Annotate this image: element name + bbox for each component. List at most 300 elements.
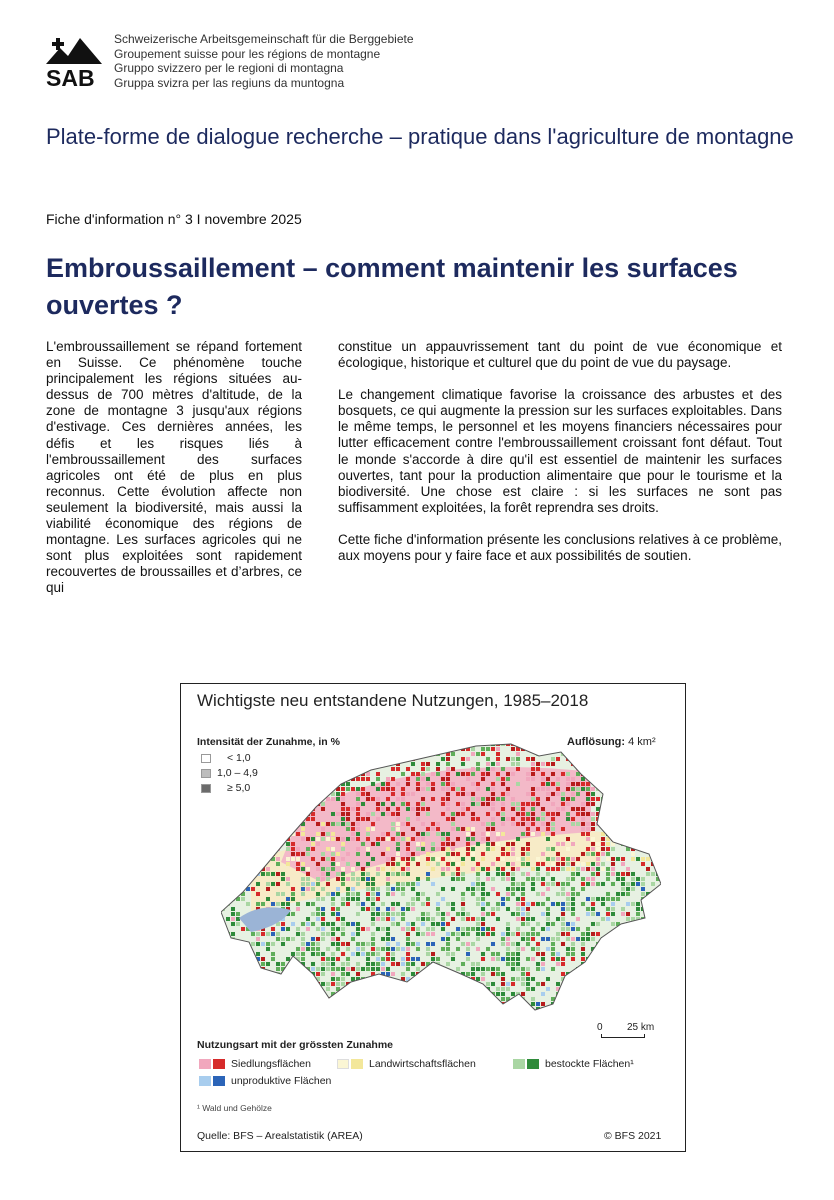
map-cell [496,987,500,991]
map-cell [336,757,340,761]
map-cell [491,887,495,891]
map-cell [296,832,300,836]
map-cell [411,772,415,776]
map-cell [336,892,340,896]
map-cell [526,812,530,816]
map-cell [651,992,655,996]
map-cell [346,897,350,901]
map-cell [586,812,590,816]
map-cell [301,992,305,996]
map-cell [336,777,340,781]
map-cell [596,987,600,991]
map-cell [566,862,570,866]
map-cell [456,997,460,1001]
map-cell [516,742,520,746]
map-cell [576,807,580,811]
map-cell [616,972,620,976]
map-cell [256,752,260,756]
map-cell [546,1007,550,1011]
map-cell [266,932,270,936]
map-cell [626,912,630,916]
map-cell [406,747,410,751]
map-cell [621,872,625,876]
map-cell [501,992,505,996]
map-cell [306,947,310,951]
map-cell [571,1007,575,1011]
map-cell [346,822,350,826]
map-cell [376,807,380,811]
map-cell [646,937,650,941]
map-cell [446,832,450,836]
map-cell [586,752,590,756]
map-cell [626,972,630,976]
map-cell [486,927,490,931]
map-cell [331,927,335,931]
map-cell [546,882,550,886]
map-cell [246,757,250,761]
map-cell [521,857,525,861]
map-cell [391,937,395,941]
map-cell [511,867,515,871]
map-cell [326,837,330,841]
map-cell [656,992,660,996]
map-cell [646,942,650,946]
map-cell [396,782,400,786]
map-cell [456,927,460,931]
map-cell [591,852,595,856]
map-cell [631,752,635,756]
map-cell [516,837,520,841]
map-cell [656,987,660,991]
map-cell [561,902,565,906]
map-cell [416,862,420,866]
map-cell [316,882,320,886]
map-cell [526,907,530,911]
map-cell [231,852,235,856]
map-cell [636,857,640,861]
map-cell [646,857,650,861]
map-cell [481,772,485,776]
map-cell [511,772,515,776]
map-cell [276,937,280,941]
map-cell [511,887,515,891]
map-cell [456,877,460,881]
map-cell [451,862,455,866]
map-cell [451,872,455,876]
map-cell [511,847,515,851]
map-cell [511,817,515,821]
map-cell [356,747,360,751]
map-cell [546,822,550,826]
map-cell [311,952,315,956]
map-cell [451,887,455,891]
map-cell [456,772,460,776]
map-cell [301,827,305,831]
map-cell [521,922,525,926]
map-cell [651,842,655,846]
map-cell [376,772,380,776]
map-cell [451,982,455,986]
map-cell [236,882,240,886]
map-cell [531,977,535,981]
map-cell [316,867,320,871]
map-cell [611,757,615,761]
map-cell [286,832,290,836]
map-cell [471,942,475,946]
map-cell [296,927,300,931]
map-cell [511,822,515,826]
intensity-label-high: ≥ 5,0 [227,782,251,794]
map-cell [581,887,585,891]
map-cell [251,872,255,876]
map-cell [421,832,425,836]
map-cell [281,822,285,826]
map-cell [336,752,340,756]
map-cell [256,1002,260,1006]
map-cell [346,972,350,976]
map-cell [536,762,540,766]
map-cell [386,932,390,936]
map-cell [436,847,440,851]
map-cell [231,747,235,751]
map-cell [301,867,305,871]
map-cell [441,787,445,791]
map-cell [471,887,475,891]
map-cell [516,887,520,891]
map-cell [641,932,645,936]
map-cell [316,912,320,916]
map-cell [341,812,345,816]
map-cell [446,852,450,856]
map-cell [631,902,635,906]
map-cell [266,867,270,871]
map-cell [636,977,640,981]
map-cell [581,942,585,946]
map-cell [591,822,595,826]
map-cell [446,942,450,946]
map-cell [446,912,450,916]
map-cell [631,967,635,971]
map-cell [401,857,405,861]
map-cell [636,817,640,821]
map-cell [331,832,335,836]
map-cell [411,927,415,931]
map-cell [241,782,245,786]
map-cell [501,902,505,906]
map-cell [506,862,510,866]
map-cell [646,822,650,826]
map-cell [381,762,385,766]
map-cell [231,792,235,796]
map-cell [456,1007,460,1011]
map-cell [576,752,580,756]
map-cell [391,997,395,1001]
map-cell [226,982,230,986]
map-cell [586,937,590,941]
map-cell [651,812,655,816]
map-cell [466,792,470,796]
map-cell [296,847,300,851]
map-cell [366,847,370,851]
map-cell [626,842,630,846]
map-cell [286,1002,290,1006]
org-line: Gruppa svizra per las regiuns da muntogna [114,75,345,90]
map-cell [591,842,595,846]
map-cell [411,992,415,996]
map-cell [276,822,280,826]
map-cell [471,772,475,776]
map-cell [586,822,590,826]
map-cell [301,937,305,941]
map-cell [386,807,390,811]
map-cell [391,812,395,816]
map-cell [516,897,520,901]
map-cell [506,932,510,936]
map-cell [356,787,360,791]
map-footnote: ¹ Wald und Gehölze [197,1103,272,1113]
map-cell [446,772,450,776]
map-cell [386,782,390,786]
map-cell [386,892,390,896]
map-cell [371,782,375,786]
map-cell [336,982,340,986]
map-cell [611,792,615,796]
map-cell [331,772,335,776]
map-cell [351,932,355,936]
map-cell [516,927,520,931]
map-cell [551,802,555,806]
map-cell [436,822,440,826]
map-cell [321,752,325,756]
body-paragraph: constitue un appauvrissement tant du point de vue économique et écologique, historique et culturel que du point de vue du paysage. [338,339,782,371]
map-cell [331,967,335,971]
map-cell [656,957,660,961]
map-cell [596,852,600,856]
map-cell [386,787,390,791]
map-cell [531,987,535,991]
map-cell [331,1007,335,1011]
map-cell [321,952,325,956]
map-cell [516,752,520,756]
map-cell [481,902,485,906]
map-cell [476,887,480,891]
map-cell [476,872,480,876]
map-cell [551,1007,555,1011]
map-cell [236,912,240,916]
map-cell [556,757,560,761]
map-cell [386,982,390,986]
map-cell [476,797,480,801]
map-cell [341,927,345,931]
map-cell [446,977,450,981]
map-cell [561,827,565,831]
map-cell [621,877,625,881]
map-cell [651,937,655,941]
map-cell [471,802,475,806]
map-cell [366,952,370,956]
map-cell [426,982,430,986]
map-cell [321,802,325,806]
map-cell [611,872,615,876]
map-cell [296,962,300,966]
map-cell [496,762,500,766]
map-cell [396,797,400,801]
map-cell [611,902,615,906]
map-cell [401,912,405,916]
map-cell [326,947,330,951]
map-cell [361,877,365,881]
map-cell [506,927,510,931]
map-cell [521,972,525,976]
map-cell [226,777,230,781]
map-cell [421,797,425,801]
map-cell [571,777,575,781]
map-cell [521,802,525,806]
map-cell [246,967,250,971]
map-cell [331,957,335,961]
map-cell [401,867,405,871]
map-cell [451,932,455,936]
map-cell [401,837,405,841]
map-cell [316,797,320,801]
map-cell [381,802,385,806]
map-cell [561,917,565,921]
map-cell [461,962,465,966]
map-cell [396,847,400,851]
map-cell [346,817,350,821]
map-cell [551,942,555,946]
map-cell [491,782,495,786]
map-cell [241,952,245,956]
legend-unproductive: unproduktive Flächen [231,1075,332,1087]
map-cell [231,957,235,961]
map-cell [566,787,570,791]
map-cell [591,982,595,986]
map-cell [536,872,540,876]
map-cell [416,987,420,991]
map-cell [446,932,450,936]
map-cell [291,922,295,926]
map-cell [471,812,475,816]
map-cell [261,997,265,1001]
map-cell [306,902,310,906]
map-cell [531,817,535,821]
map-cell [431,982,435,986]
map-cell [341,787,345,791]
map-cell [446,777,450,781]
map-cell [521,982,525,986]
map-cell [246,782,250,786]
map-cell [381,812,385,816]
map-cell [586,927,590,931]
map-cell [416,882,420,886]
map-cell [441,802,445,806]
map-cell [626,987,630,991]
map-cell [631,1002,635,1006]
map-cell [521,977,525,981]
map-cell [491,907,495,911]
map-cell [351,982,355,986]
map-cell [591,777,595,781]
map-cell [571,987,575,991]
map-cell [611,952,615,956]
map-cell [416,787,420,791]
map-cell [431,782,435,786]
map-cell [491,1007,495,1011]
map-cell [501,957,505,961]
map-cell [631,757,635,761]
map-cell [406,752,410,756]
map-cell [561,882,565,886]
map-cell [531,777,535,781]
map-cell [351,997,355,1001]
map-cell [286,827,290,831]
map-cell [356,927,360,931]
map-cell [286,742,290,746]
map-cell [406,807,410,811]
map-cell [326,762,330,766]
map-cell [626,757,630,761]
map-cell [511,932,515,936]
map-cell [231,762,235,766]
map-cell [301,932,305,936]
map-cell [386,832,390,836]
map-cell [571,782,575,786]
map-cell [436,857,440,861]
map-cell [621,982,625,986]
map-cell [451,812,455,816]
map-cell [291,937,295,941]
map-cell [366,797,370,801]
map-cell [341,897,345,901]
map-cell [476,767,480,771]
map-cell [391,947,395,951]
map-cell [231,787,235,791]
map-cell [356,742,360,746]
map-cell [556,852,560,856]
map-cell [511,882,515,886]
map-cell [371,962,375,966]
map-cell [391,747,395,751]
map-cell [366,887,370,891]
map-cell [566,907,570,911]
map-cell [246,752,250,756]
map-cell [536,862,540,866]
map-cell [556,902,560,906]
map-cell [271,747,275,751]
map-cell [611,957,615,961]
map-cell [541,902,545,906]
map-cell [476,1007,480,1011]
map-cell [621,882,625,886]
map-cell [596,882,600,886]
map-cell [351,967,355,971]
map-cell [431,857,435,861]
map-cell [246,762,250,766]
map-cell [646,967,650,971]
map-cell [536,1002,540,1006]
map-cell [306,982,310,986]
map-cell [416,772,420,776]
map-cell [336,887,340,891]
map-cell [486,1007,490,1011]
intensity-label-low: < 1,0 [227,752,251,764]
map-cell [436,892,440,896]
map-cell [396,947,400,951]
map-cell [386,927,390,931]
map-cell [356,852,360,856]
map-cell [586,882,590,886]
